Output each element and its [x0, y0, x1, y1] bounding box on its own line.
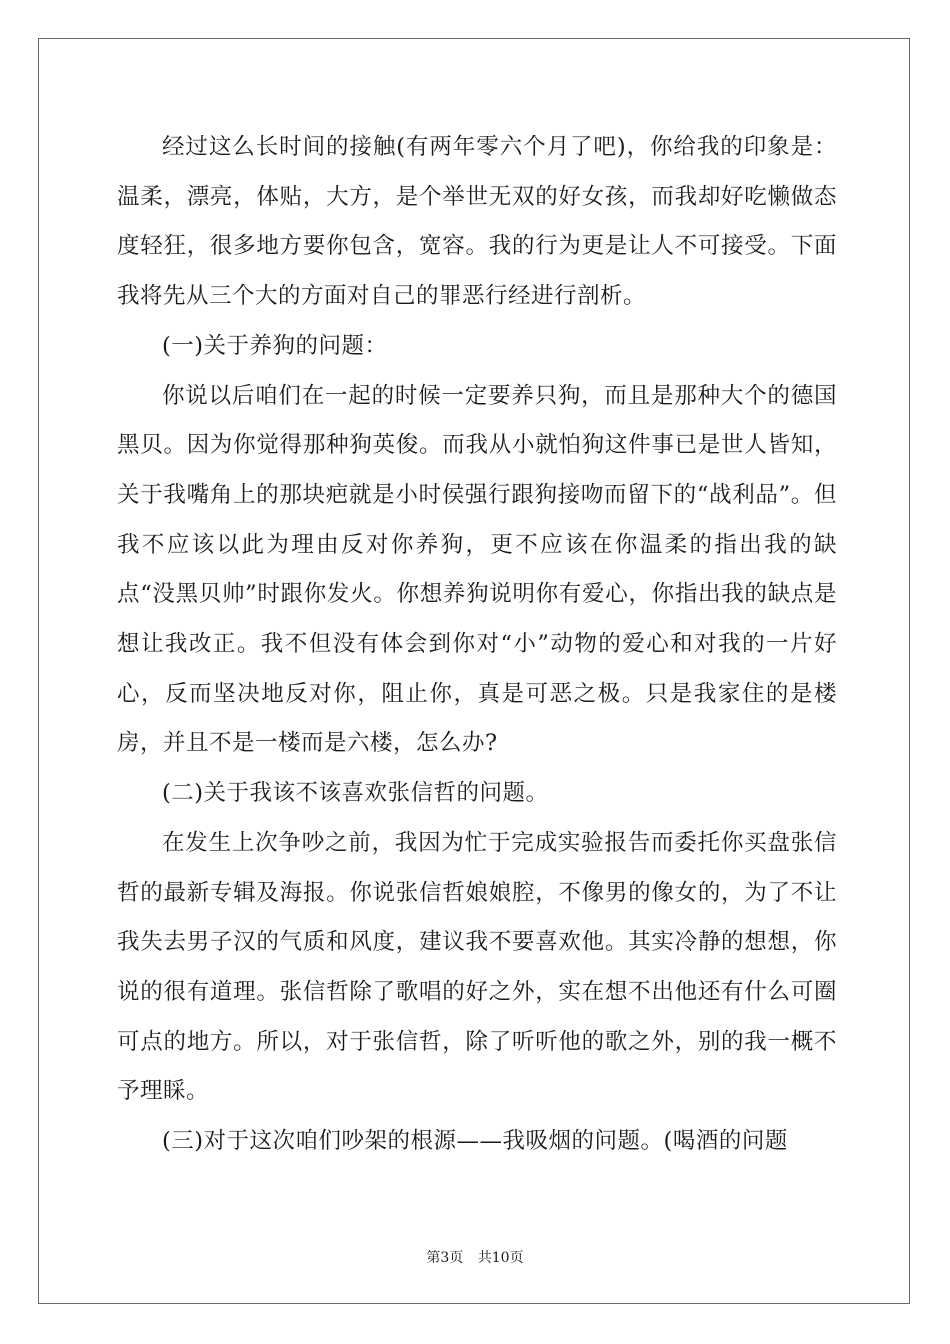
- page-footer: [0, 1247, 950, 1267]
- section-heading-2: (二)关于我该不该喜欢张信哲的问题。: [162, 780, 549, 807]
- section-heading-3: (三)对于这次咱们吵架的根源——我吸烟的问题。(喝酒的问题: [162, 1128, 788, 1155]
- section-heading-1: (一)关于养狗的问题：: [162, 332, 388, 359]
- document-body: [117, 123, 837, 1167]
- page-number: 第3页: [426, 1250, 464, 1266]
- page-total: 共10页: [477, 1250, 524, 1266]
- paragraph-dog: 你说以后咱们在一起的时候一定要养只狗，而且是那种大个的德国黑贝。因为你觉得那种狗英俊。而我从小就怕狗这件事已是世人皆知，关于我嘴角上的那块疤就是小时侯强行跟狗接吻而留下的“战利品”。但我不应该以此为理由反对你养狗，更不应该在你温柔的指出我的缺点“没黑贝帅”时跟你发火。你想养狗说明你有爱心，你指出我的缺点是想让我改正。我不但没有体会到你对“小”动物的爱心和对我的一片好心，反而坚决地反对你，阻止你，真是可恶之极。只是我家住的是楼房，并且不是一楼而是六楼，怎么办?: [117, 382, 837, 757]
- paragraph-intro: 经过这么长时间的接触(有两年零六个月了吧)，你给我的印象是：温柔，漂亮，体贴，大方，是个举世无双的好女孩，而我却好吃懒做态度轻狂，很多地方要你包含，宽容。我的行为更是让人不可接受。下面我将先从三个大的方面对自己的罪恶行经进行剖析。: [117, 134, 837, 310]
- paragraph-singer: 在发生上次争吵之前，我因为忙于完成实验报告而委托你买盘张信哲的最新专辑及海报。你说张信哲娘娘腔，不像男的像女的，为了不让我失去男子汉的气质和风度，建议我不要喜欢他。其实冷静的想想，你说的很有道理。张信哲除了歌唱的好之外，实在想不出他还有什么可圈可点的地方。所以，对于张信哲，除了听听他的歌之外，别的我一概不予理睬。: [117, 829, 837, 1105]
